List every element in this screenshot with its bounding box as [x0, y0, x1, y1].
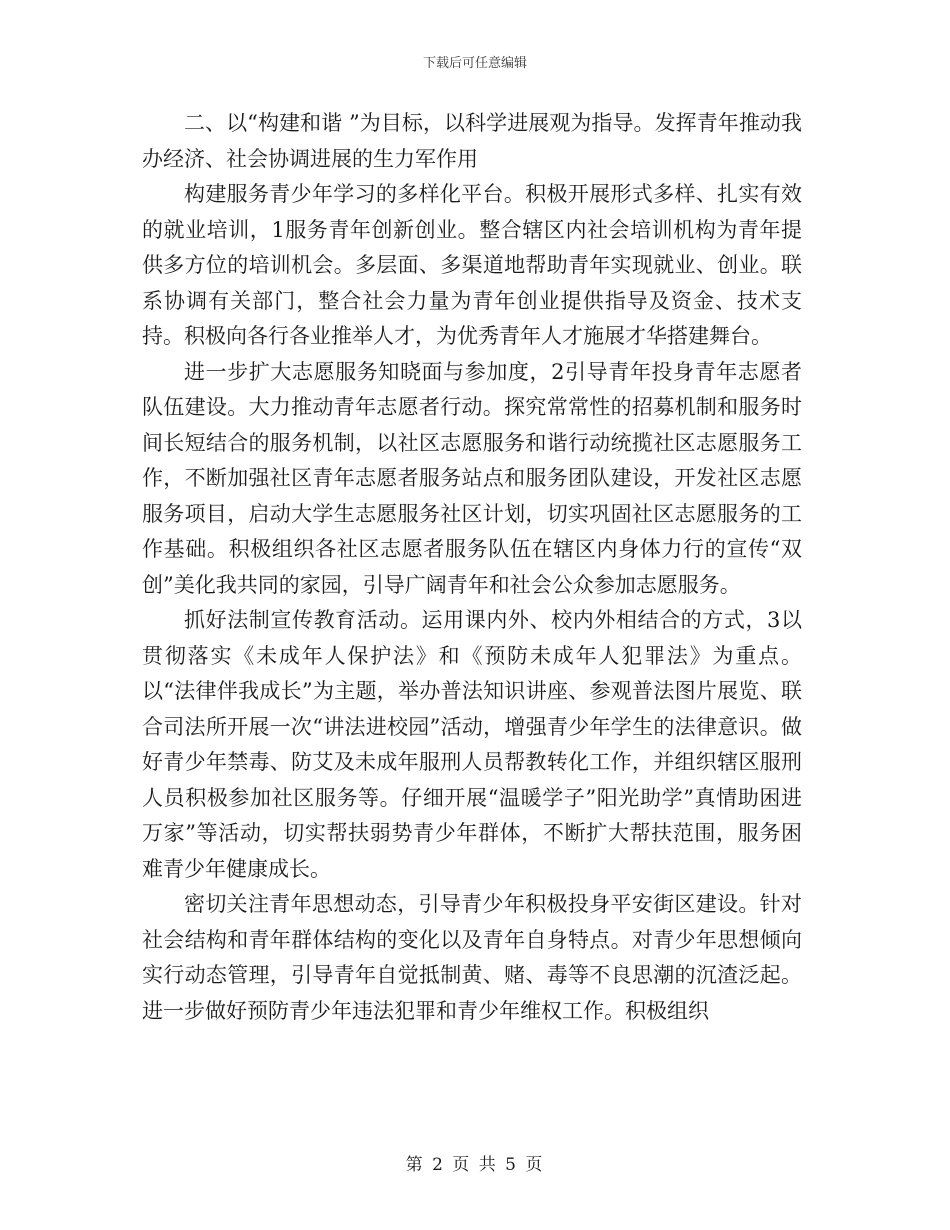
document-body — [142, 106, 802, 1029]
page-header-note: 下载后可任意编辑 — [422, 56, 527, 71]
paragraph-1: 二、以“构建和谐 ”为目标，以科学进展观为指导。发挥青年推动我办经济、社会协调进展的生力军作用 — [142, 111, 802, 171]
paragraph-4: 抓好法制宣传教育活动。运用课内外、校内外相结合的方式，3以贯彻落实《未成年人保护法》和《预防未成年人犯罪法》为重点。以“法律伴我成长”为主题，举办普法知识讲座、参观普法图片展览、联合司法所开展一次“讲法进校园”活动，增强青少年学生的法律意识。做好青少年禁毒、防艾及未成年服刑人员帮教转化工作，并组织辖区服刑人员积极参加社区服务等。仔细开展“温暖学子”阳光助学”真情助困进万家”等活动，切实帮扶弱势青少年群体，不断扩大帮扶范围，服务困难青少年健康成长。 — [142, 608, 802, 881]
paragraph-3: 进一步扩大志愿服务知晓面与参加度，2引导青年投身青年志愿者队伍建设。大力推动青年志愿者行动。探究常常性的招募机制和服务时间长短结合的服务机制，以社区志愿服务和谐行动统揽社区志愿服务工作，不断加强社区青年志愿者服务站点和服务团队建设，开发社区志愿服务项目，启动大学生志愿服务社区计划，切实巩固社区志愿服务的工作基础。积极组织各社区志愿者服务队伍在辖区内身体力行的宣传“双创”美化我共同的家园，引导广阔青年和社会公众参加志愿服务。 — [142, 359, 802, 597]
paragraph-5: 密切关注青年思想动态，引导青少年积极投身平安街区建设。针对社会结构和青年群体结构的变化以及青年自身特点。对青少年思想倾向实行动态管理，引导青年自觉抵制黄、赌、毒等不良思潮的沉渣泛起。进一步做好预防青少年违法犯罪和青少年维权工作。积极组织 — [142, 892, 802, 1023]
paragraph-2: 构建服务青少年学习的多样化平台。积极开展形式多样、扎实有效的就业培训，1服务青年创新创业。整合辖区内社会培训机构为青年提供多方位的培训机会。多层面、多渠道地帮助青年实现就业、创业。联系协调有关部门，整合社会力量为青年创业提供指导及资金、技术支持。积极向各行各业推举人才，为优秀青年人才施展才华搭建舞台。 — [142, 182, 802, 348]
page-number: 第 2 页 共 5 页 — [405, 1155, 545, 1175]
